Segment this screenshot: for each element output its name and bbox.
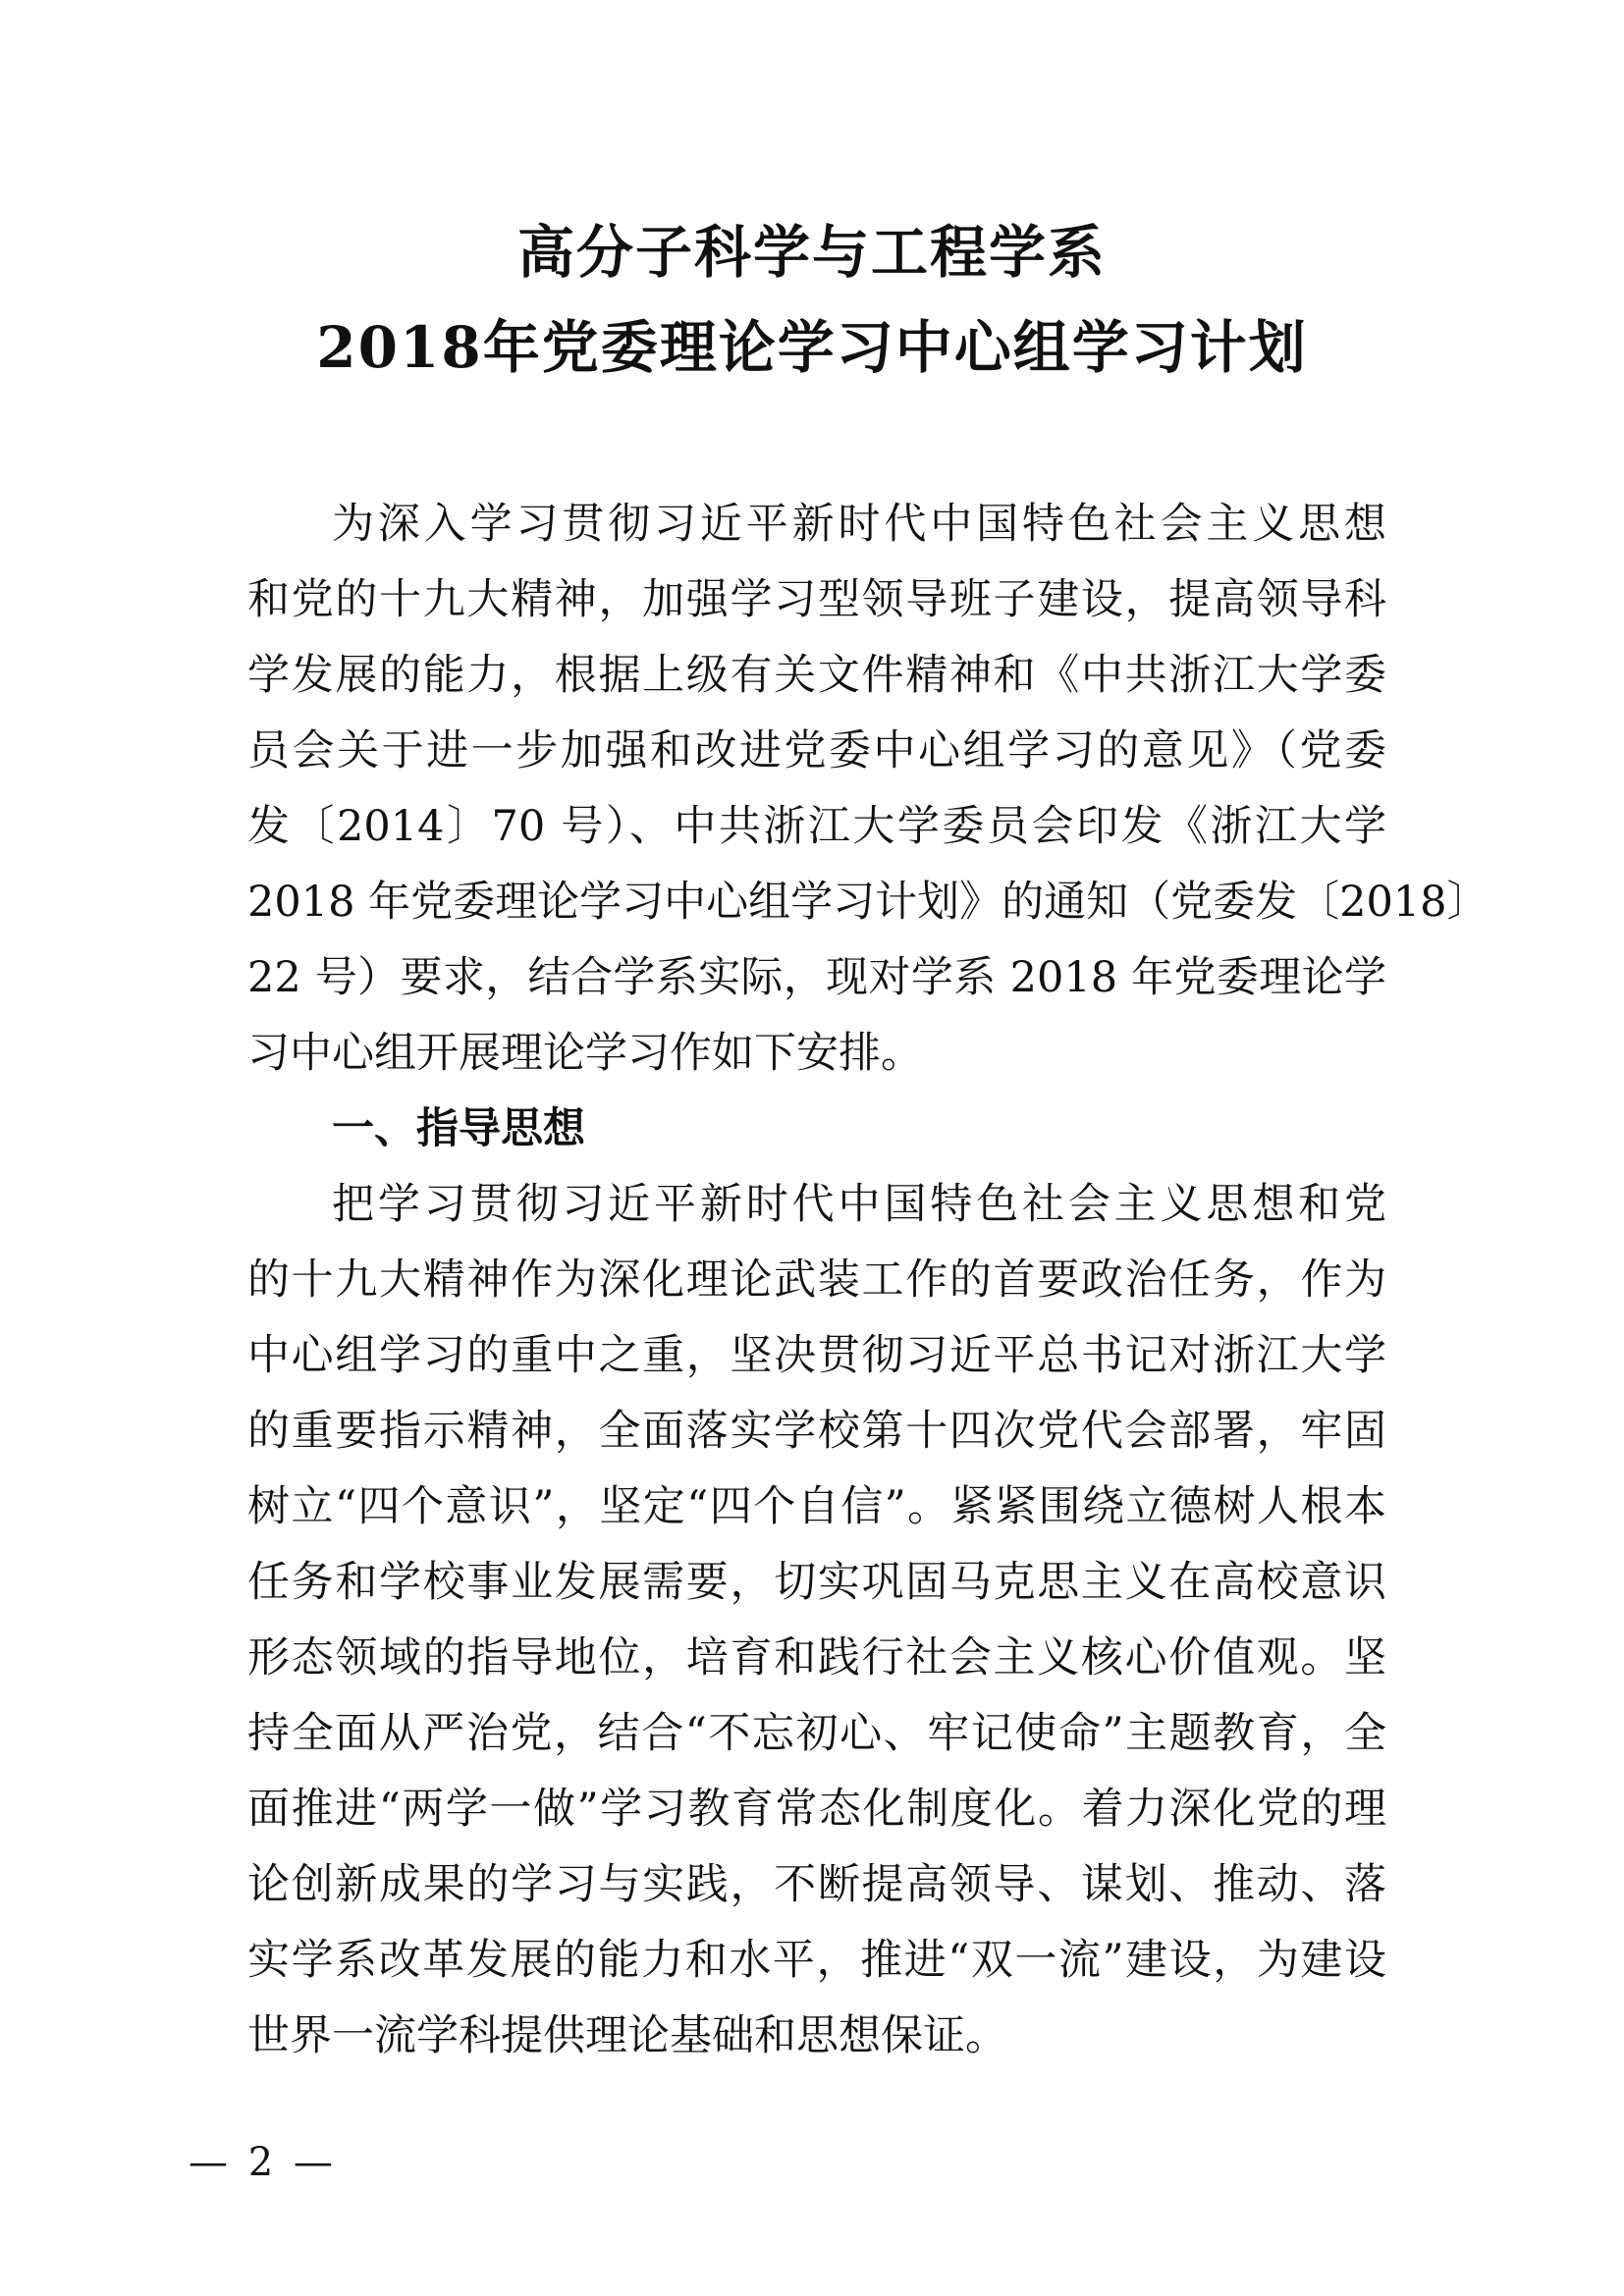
intro-paragraph-line: 和党的十九大精神，加强学习型领导班子建设，提高领导科 (247, 575, 1386, 624)
intro-paragraph-line: 为深入学习贯彻习近平新时代中国特色社会主义思想 (332, 500, 1386, 549)
intro-paragraph-line: 22 号）要求，结合学系实际，现对学系 2018 年党委理论学 (247, 953, 1386, 1002)
intro-paragraph-line: 员会关于进一步加强和改进党委中心组学习的意见》（党委 (247, 726, 1386, 775)
section-paragraph-line: 中心组学习的重中之重，坚决贯彻习近平总书记对浙江大学 (247, 1331, 1386, 1380)
section-heading-guiding-ideology: 一、指导思想 (332, 1104, 585, 1153)
document-title-line-1: 高分子科学与工程学系 (516, 219, 1107, 286)
section-paragraph-line: 面推进“两学一做”学习教育常态化制度化。着力深化党的理 (247, 1785, 1386, 1834)
section-paragraph-line: 树立“四个意识”，坚定“四个自信”。紧紧围绕立德树人根本 (247, 1482, 1386, 1531)
section-paragraph-line: 论创新成果的学习与实践，不断提高领导、谋划、推动、落 (247, 1860, 1386, 1909)
section-paragraph-line: 把学习贯彻习近平新时代中国特色社会主义思想和党 (332, 1180, 1386, 1229)
intro-paragraph-line: 发〔2014〕70 号）、中共浙江大学委员会印发《浙江大学 (247, 802, 1386, 851)
intro-paragraph-line: 学发展的能力，根据上级有关文件精神和《中共浙江大学委 (247, 651, 1386, 700)
section-paragraph-line: 世界一流学科提供理论基础和思想保证。 (247, 2011, 1007, 2060)
section-paragraph-line: 任务和学校事业发展需要，切实巩固马克思主义在高校意识 (247, 1558, 1386, 1607)
section-paragraph-line: 的重要指示精神，全面落实学校第十四次党代会部署，牢固 (247, 1407, 1386, 1456)
section-paragraph-line: 持全面从严治党，结合“不忘初心、牢记使命”主题教育，全 (247, 1709, 1386, 1758)
intro-paragraph-line: 2018 年党委理论学习中心组学习计划》的通知（党委发〔2018〕 (247, 878, 1489, 927)
section-paragraph-line: 实学系改革发展的能力和水平，推进“双一流”建设，为建设 (247, 1936, 1386, 1985)
page-number: — 2 — (189, 2140, 337, 2185)
intro-paragraph-line: 习中心组开展理论学习作如下安排。 (247, 1029, 923, 1078)
section-paragraph-line: 的十九大精神作为深化理论武装工作的首要政治任务，作为 (247, 1255, 1386, 1305)
document-title-line-2: 2018年党委理论学习中心组学习计划 (316, 314, 1308, 381)
section-paragraph-line: 形态领域的指导地位，培育和践行社会主义核心价值观。坚 (247, 1633, 1386, 1682)
